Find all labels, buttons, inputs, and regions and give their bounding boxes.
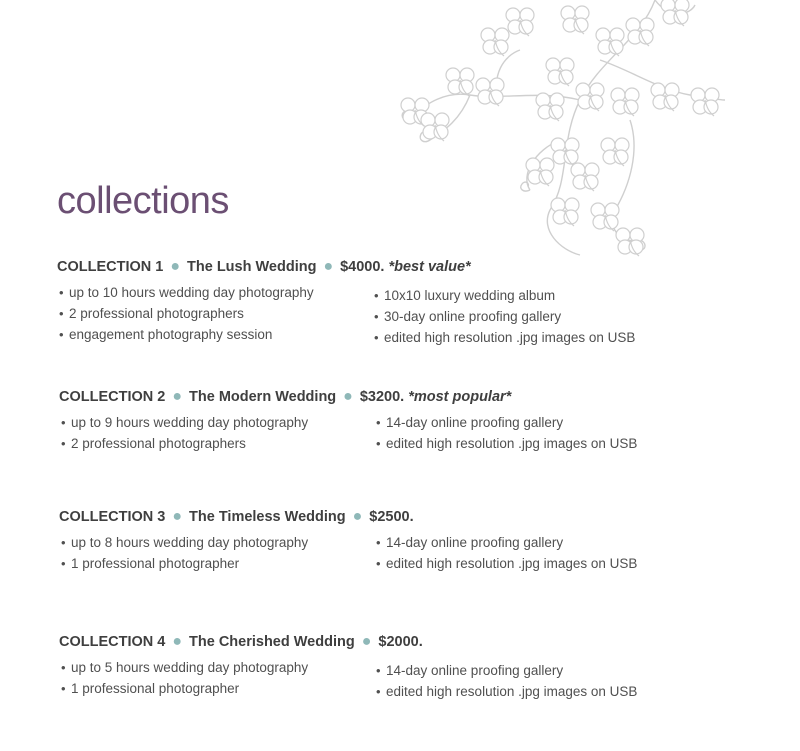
bullet-icon: • — [376, 535, 381, 550]
bullet-icon: • — [376, 663, 381, 678]
list-item: • 10x10 luxury wedding album — [374, 285, 635, 306]
list-item: • edited high resolution .jpg images on USB — [376, 681, 637, 702]
list-item: • 2 professional photographers — [61, 433, 308, 454]
list-item: • up to 9 hours wedding day photography — [61, 412, 308, 433]
collection-name: The Modern Wedding — [189, 389, 337, 405]
bullet-icon: • — [61, 681, 66, 696]
right-feature-list — [374, 285, 635, 348]
list-item: • 14-day online proofing gallery — [376, 660, 637, 681]
collection-2 — [59, 386, 739, 478]
collection-note: *most popular* — [408, 389, 512, 405]
bullet-icon: • — [374, 309, 379, 324]
dot-separator-icon: ● — [361, 633, 372, 650]
bullet-icon: • — [61, 535, 66, 550]
collection-name: The Lush Wedding — [187, 259, 317, 275]
bullet-icon: • — [374, 288, 379, 303]
collection-header — [59, 506, 739, 528]
list-item: • edited high resolution .jpg images on USB — [376, 553, 637, 574]
collection-price: $4000. — [340, 259, 385, 275]
collection-price: $3200. — [359, 389, 405, 405]
left-feature-list — [61, 657, 308, 699]
dot-separator-icon: ● — [172, 508, 183, 525]
collection-number: COLLECTION 1 — [57, 259, 164, 275]
collection-header — [57, 256, 737, 278]
list-item: • 2 professional photographers — [59, 303, 314, 324]
bullet-icon: • — [376, 415, 381, 430]
dot-separator-icon: ● — [172, 633, 183, 650]
list-item: • edited high resolution .jpg images on USB — [374, 327, 635, 348]
dot-separator-icon: ● — [172, 388, 183, 405]
collection-4 — [59, 631, 739, 723]
bullet-icon: • — [59, 306, 64, 321]
left-feature-list — [61, 532, 308, 574]
collection-features — [59, 408, 739, 478]
collection-1 — [57, 256, 737, 348]
bullet-icon: • — [59, 327, 64, 342]
collection-name: The Cherished Wedding — [189, 634, 355, 650]
dot-separator-icon: ● — [170, 258, 181, 275]
dot-separator-icon: ● — [323, 258, 334, 275]
list-item: • 1 professional photographer — [61, 678, 308, 699]
bullet-icon: • — [376, 556, 381, 571]
left-feature-list — [59, 282, 314, 345]
list-item: • 1 professional photographer — [61, 553, 308, 574]
dot-separator-icon: ● — [343, 388, 353, 405]
bullet-icon: • — [376, 436, 381, 451]
bullet-icon: • — [374, 330, 379, 345]
bullet-icon: • — [376, 684, 381, 699]
bullet-icon: • — [61, 436, 66, 451]
collection-features — [57, 278, 737, 348]
list-item: • 14-day online proofing gallery — [376, 532, 637, 553]
right-feature-list — [376, 412, 637, 454]
collection-3 — [59, 506, 739, 598]
list-item: • up to 5 hours wedding day photography — [61, 657, 308, 678]
bullet-icon: • — [59, 285, 64, 300]
collection-header — [59, 386, 739, 408]
list-item: • up to 10 hours wedding day photography — [59, 282, 314, 303]
list-item: • engagement photography session — [59, 324, 314, 345]
collection-price: $2000. — [378, 634, 423, 650]
collection-number: COLLECTION 2 — [59, 389, 166, 405]
list-item: • 30-day online proofing gallery — [374, 306, 635, 327]
page-title: collections — [57, 180, 229, 222]
floral-clover-vine-icon — [390, 0, 740, 270]
dot-separator-icon: ● — [352, 508, 363, 525]
list-item: • edited high resolution .jpg images on USB — [376, 433, 637, 454]
list-item: • 14-day online proofing gallery — [376, 412, 637, 433]
collection-number: COLLECTION 4 — [59, 634, 166, 650]
right-feature-list — [376, 532, 637, 574]
list-item: • up to 8 hours wedding day photography — [61, 532, 308, 553]
collection-note: *best value* — [388, 259, 471, 275]
bullet-icon: • — [61, 556, 66, 571]
left-feature-list — [61, 412, 308, 454]
collection-features — [59, 528, 739, 598]
collection-name: The Timeless Wedding — [189, 509, 346, 525]
collection-price: $2500. — [369, 509, 414, 525]
bullet-icon: • — [61, 660, 66, 675]
right-feature-list — [376, 660, 637, 702]
collection-number: COLLECTION 3 — [59, 509, 166, 525]
bullet-icon: • — [61, 415, 66, 430]
collection-header — [59, 631, 739, 653]
collection-features — [59, 653, 739, 723]
